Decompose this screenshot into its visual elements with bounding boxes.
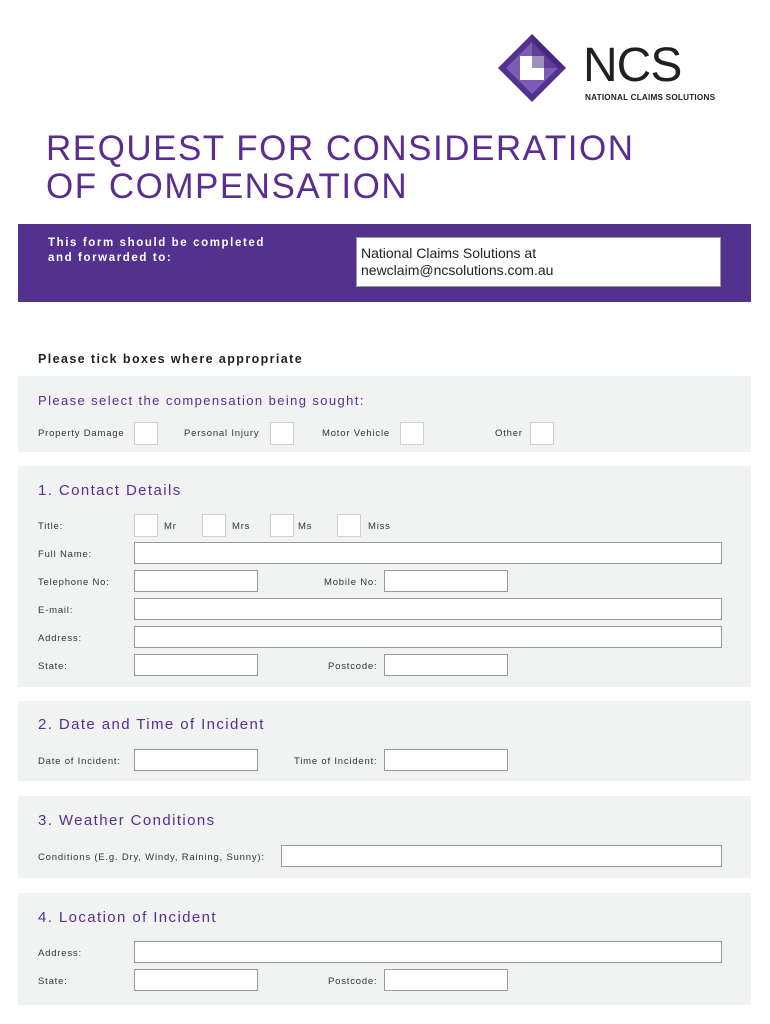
full-name-label: Full Name: <box>38 549 92 560</box>
ncs-wordmark: NCS <box>583 39 682 92</box>
ncs-tagline: NATIONAL CLAIMS SOLUTIONS <box>585 93 716 102</box>
title-mr-checkbox[interactable] <box>134 514 158 537</box>
form-title-line-2: OF COMPENSATION <box>46 167 409 206</box>
location-postcode-field[interactable] <box>384 969 508 991</box>
title-ms-checkbox[interactable] <box>270 514 294 537</box>
title-mrs-checkbox[interactable] <box>202 514 226 537</box>
option-property-damage-label: Property Damage <box>38 428 125 439</box>
state-label: State: <box>38 661 68 672</box>
location-address-label: Address: <box>38 948 82 959</box>
recipient-email: newclaim@ncsolutions.com.au <box>361 262 554 278</box>
banner-label-line-2: and forwarded to: <box>48 252 173 264</box>
banner-label-line-1: This form should be completed <box>48 237 265 249</box>
email-label: E-mail: <box>38 605 74 616</box>
tick-instruction: Please tick boxes where appropriate <box>38 352 304 366</box>
weather-conditions-label: Conditions (E.g. Dry, Windy, Raining, Sunny): <box>38 852 265 863</box>
location-postcode-label: Postcode: <box>328 976 378 987</box>
weather-conditions-field[interactable] <box>281 845 722 867</box>
date-of-incident-label: Date of Incident: <box>38 756 121 767</box>
address-field[interactable] <box>134 626 722 648</box>
location-state-field[interactable] <box>134 969 258 991</box>
ncs-logo-mark <box>496 32 568 104</box>
option-other-label: Other <box>495 428 523 439</box>
option-personal-injury-label: Personal Injury <box>184 428 260 439</box>
address-label: Address: <box>38 633 82 644</box>
form-title-line-1: REQUEST FOR CONSIDERATION <box>46 129 635 168</box>
mobile-label: Mobile No: <box>324 577 378 588</box>
postcode-label: Postcode: <box>328 661 378 672</box>
telephone-label: Telephone No: <box>38 577 110 588</box>
email-field[interactable] <box>134 598 722 620</box>
location-state-label: State: <box>38 976 68 987</box>
recipient-box <box>356 237 721 287</box>
weather-title: 3. Weather Conditions <box>38 812 216 829</box>
option-motor-vehicle-label: Motor Vehicle <box>322 428 390 439</box>
motor-vehicle-checkbox[interactable] <box>400 422 424 445</box>
incident-time-title: 2. Date and Time of Incident <box>38 716 265 733</box>
title-ms-label: Ms <box>298 521 313 532</box>
full-name-field[interactable] <box>134 542 722 564</box>
date-of-incident-field[interactable] <box>134 749 258 771</box>
state-field[interactable] <box>134 654 258 676</box>
compensation-title: Please select the compensation being sought: <box>38 393 365 408</box>
compensation-section <box>18 376 751 452</box>
other-checkbox[interactable] <box>530 422 554 445</box>
postcode-field[interactable] <box>384 654 508 676</box>
title-mrs-label: Mrs <box>232 521 251 532</box>
title-mr-label: Mr <box>164 521 177 532</box>
title-miss-label: Miss <box>368 521 391 532</box>
time-of-incident-field[interactable] <box>384 749 508 771</box>
location-title: 4. Location of Incident <box>38 909 217 926</box>
property-damage-checkbox[interactable] <box>134 422 158 445</box>
location-address-field[interactable] <box>134 941 722 963</box>
time-of-incident-label: Time of Incident: <box>294 756 378 767</box>
title-label: Title: <box>38 521 64 532</box>
telephone-field[interactable] <box>134 570 258 592</box>
recipient-name: National Claims Solutions at <box>361 245 537 261</box>
personal-injury-checkbox[interactable] <box>270 422 294 445</box>
title-miss-checkbox[interactable] <box>337 514 361 537</box>
contact-details-title: 1. Contact Details <box>38 482 182 499</box>
mobile-field[interactable] <box>384 570 508 592</box>
